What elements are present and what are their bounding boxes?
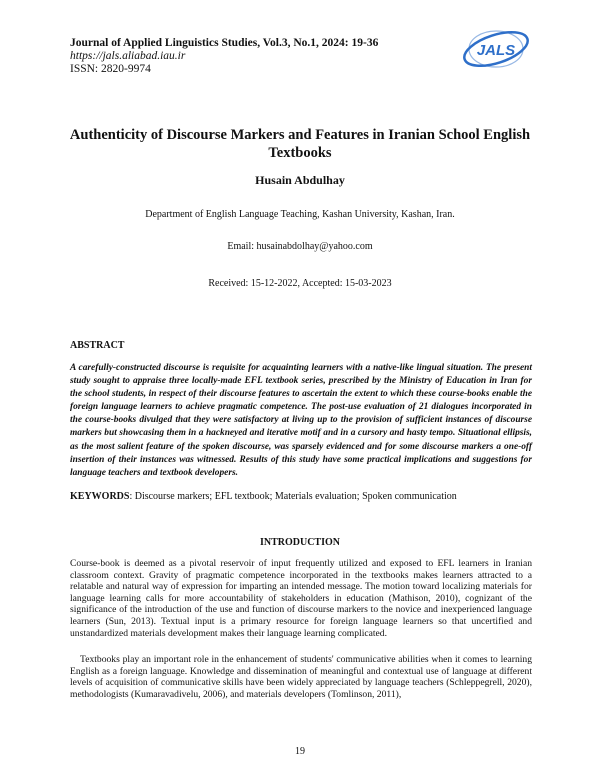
journal-header bbox=[70, 37, 378, 76]
abstract-heading: ABSTRACT bbox=[70, 340, 125, 351]
article-title: Authenticity of Discourse Markers and Features in Iranian School English Textbooks bbox=[69, 127, 531, 161]
author-email[interactable]: Email: husainabdolhay@yahoo.com bbox=[227, 241, 373, 252]
keywords-text: : Discourse markers; EFL textbook; Materials evaluation; Spoken communication bbox=[129, 491, 457, 502]
introduction-heading: INTRODUCTION bbox=[259, 537, 340, 548]
page-number: 19 bbox=[295, 746, 305, 757]
author-affiliation: Department of English Language Teaching, Kashan University, Kashan, Iran. bbox=[145, 209, 455, 220]
keywords bbox=[70, 491, 532, 502]
author-name: Husain Abdulhay bbox=[255, 173, 345, 187]
journal-title: Journal of Applied Linguistics Studies, Vol.3, No.1, 2024: 19-36 bbox=[70, 37, 379, 49]
introduction-paragraph-1: Course-book is deemed as a pivotal reservoir of input frequently utilized and exposed to EFL learners in Iranian classroom context. Gravity of pragmatic competence incorporated in the textbooks makes learners attracted to a relatable and natural way of expression for imparting an intended message. The motion toward localizing materials for language learning calls for more accountability of stakeholders in education (Mathison, 2010), cognizant of the significance of the introduction of the use and function of discourse markers to the novice and inexperienced language learners (Sun, 2013). Textual input is a primary resource for foreign language learners so that uncertified and unstandardized materials development makes their language learning complicated. bbox=[70, 558, 532, 639]
journal-logo bbox=[460, 24, 532, 74]
submission-dates: Received: 15-12-2022, Accepted: 15-03-2023 bbox=[208, 278, 392, 289]
journal-issn: ISSN: 2820-9974 bbox=[70, 63, 151, 75]
introduction-paragraph-2 bbox=[70, 654, 532, 700]
svg-text:JALS: JALS bbox=[476, 42, 516, 59]
abstract-text: A carefully-constructed discourse is requisite for acquainting learners with a native-like lingual situation. The present study sought to appraise three locally-made EFL textbook series, prescribed by the Ministry of Education in Iran for the school students, in respect of their discourse features to ascertain the extent to which these course-books enable the foreign language learners to achieve pragmatic competence. The post-use evaluation of 21 dialogues incorporated in the course-books divulged that they were satisfactory at living up to the provision of sufficient instances of discourse markers but showcasing them in a hackneyed and iterative motif and in a cursory and hasty tempo. Situational ellipsis, as the most salient feature of the spoken discourse, was sparsely evidenced and for some discourse markers a one-off insertion of their instances was witnessed. Results of this study have some practical implications and suggestions for language teachers and textbook developers. bbox=[70, 363, 532, 478]
keywords-label: KEYWORDS bbox=[70, 491, 130, 502]
introduction-paragraph-2-text: Textbooks play an important role in the enhancement of students' communicative abilities when it comes to learning English as a foreign language. Knowledge and dissemination of meaningful and contextual use of language at different levels of acquisition of communicative skills have been widely appreciated by language teachers (Schleppegrell, 2020), methodologists (Kumaravadivelu, 2006), and materials developers (Tomlinson, 2011), bbox=[70, 654, 532, 700]
journal-url[interactable]: https://jals.aliabad.iau.ir bbox=[70, 50, 186, 62]
